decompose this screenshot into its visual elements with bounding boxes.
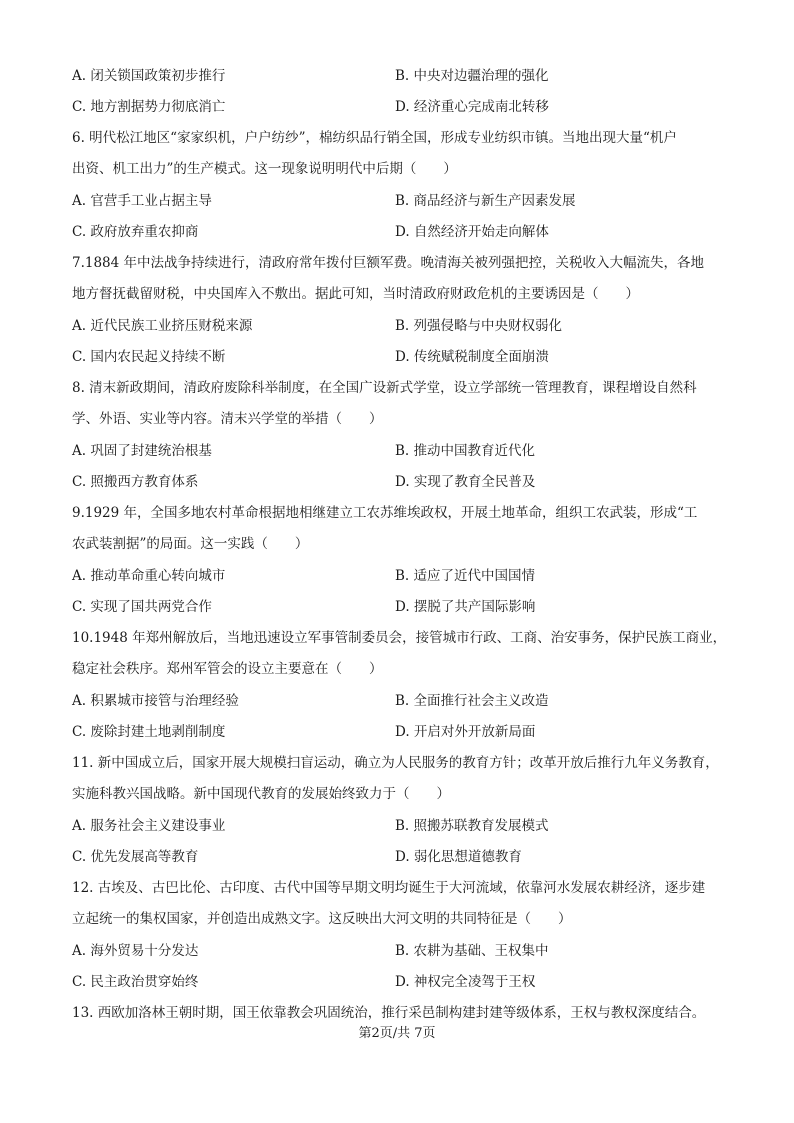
option-c: C. 照搬西方教育体系: [72, 474, 199, 490]
option-d: D. 摆脱了共产国际影响: [395, 599, 536, 615]
option-d: D. 神权完全凌驾于王权: [395, 974, 536, 990]
option-c: C. 国内农民起义持续不断: [72, 349, 226, 365]
option-c: C. 地方割据势力彻底消亡: [72, 99, 226, 115]
question-7-line-2: 地方督抚截留财税，中央国库入不敷出。据此可知，当时清政府财政危机的主要诱因是（ ）: [72, 286, 639, 302]
option-a: A. 近代民族工业挤压财税来源: [72, 318, 253, 334]
option-b: B. 列强侵略与中央财权弱化: [395, 318, 563, 334]
option-d: D. 自然经济开始走向解体: [395, 224, 549, 240]
option-a: A. 服务社会主义建设事业: [72, 818, 226, 834]
option-a: A. 推动革命重心转向城市: [72, 568, 226, 584]
question-12-line-2: 立起统一的集权国家，并创造出成熟文字。这反映出大河文明的共同特征是（ ）: [72, 911, 572, 927]
option-b: B. 农耕为基础、王权集中: [395, 943, 549, 959]
option-d: D. 经济重心完成南北转移: [395, 99, 549, 115]
question-10-line-1: 10.1948 年郑州解放后，当地迅速设立军事管制委员会，接管城市行政、工商、治安事务，保护民族工商业，: [72, 630, 727, 646]
question-7-line-1: 7.1884 年中法战争持续进行，清政府常年拨付巨额军费。晚清海关被列强把控，关税收入大幅流失，各地: [72, 255, 705, 271]
option-b: B. 全面推行社会主义改造: [395, 693, 549, 709]
option-b: B. 推动中国教育近代化: [395, 443, 536, 459]
option-a: A. 官营手工业占据主导: [72, 193, 212, 209]
question-6-line-2: 出资、机工出力”的生产模式。这一现象说明明代中后期（ ）: [72, 161, 457, 177]
option-a: A. 巩固了封建统治根基: [72, 443, 212, 459]
question-8-line-2: 学、外语、实业等内容。清末兴学堂的举措（ ）: [72, 411, 383, 427]
option-d: D. 传统赋税制度全面崩溃: [395, 349, 549, 365]
question-12-line-1: 12. 古埃及、古巴比伦、古印度、古代中国等早期文明均诞生于大河流域，依靠河水发展农耕经济，逐步建: [72, 880, 706, 896]
option-d: D. 弱化思想道德教育: [395, 849, 522, 865]
page-number-footer: 第2页/共 7页: [358, 1026, 436, 1041]
question-11-line-1: 11. 新中国成立后，国家开展大规模扫盲运动，确立为人民服务的教育方针；改革开放后推行九年义务教育，: [72, 755, 719, 771]
option-a: A. 海外贸易十分发达: [72, 943, 199, 959]
question-8-line-1: 8. 清末新政期间，清政府废除科举制度，在全国广设新式学堂，设立学部统一管理教育，课程增设自然科: [72, 380, 697, 396]
question-9-line-2: 农武装割据”的局面。这一实践（ ）: [72, 536, 309, 552]
option-d: D. 开启对外开放新局面: [395, 724, 536, 740]
question-9-line-1: 9.1929 年，全国多地农村革命根据地相继建立工农苏维埃政权，开展土地革命，组织工农武装，形成“工: [72, 505, 698, 521]
question-11-line-2: 实施科教兴国战略。新中国现代教育的发展始终致力于（ ）: [72, 786, 450, 802]
option-c: C. 政府放弃重农抑商: [72, 224, 199, 240]
option-a: A. 闭关锁国政策初步推行: [72, 68, 226, 84]
option-c: C. 实现了国共两党合作: [72, 599, 212, 615]
option-b: B. 商品经济与新生产因素发展: [395, 193, 576, 209]
option-a: A. 积累城市接管与治理经验: [72, 693, 239, 709]
question-10-line-2: 稳定社会秩序。郑州军管会的设立主要意在（ ）: [72, 661, 383, 677]
option-c: C. 民主政治贯穿始终: [72, 974, 199, 990]
question-6-line-1: 6. 明代松江地区“家家织机，户户纺纱”，棉纺织品行销全国，形成专业纺织市镇。当地出现大量“机户: [72, 130, 677, 146]
option-c: C. 废除封建土地剥削制度: [72, 724, 226, 740]
option-d: D. 实现了教育全民普及: [395, 474, 536, 490]
option-c: C. 优先发展高等教育: [72, 849, 199, 865]
option-b: B. 中央对边疆治理的强化: [395, 68, 549, 84]
question-13-line-1: 13. 西欧加洛林王朝时期，国王依靠教会巩固统治，推行采邑制构建封建等级体系，王权与教权深度结合。: [72, 1005, 706, 1021]
option-b: B. 照搬苏联教育发展模式: [395, 818, 549, 834]
option-b: B. 适应了近代中国国情: [395, 568, 536, 584]
